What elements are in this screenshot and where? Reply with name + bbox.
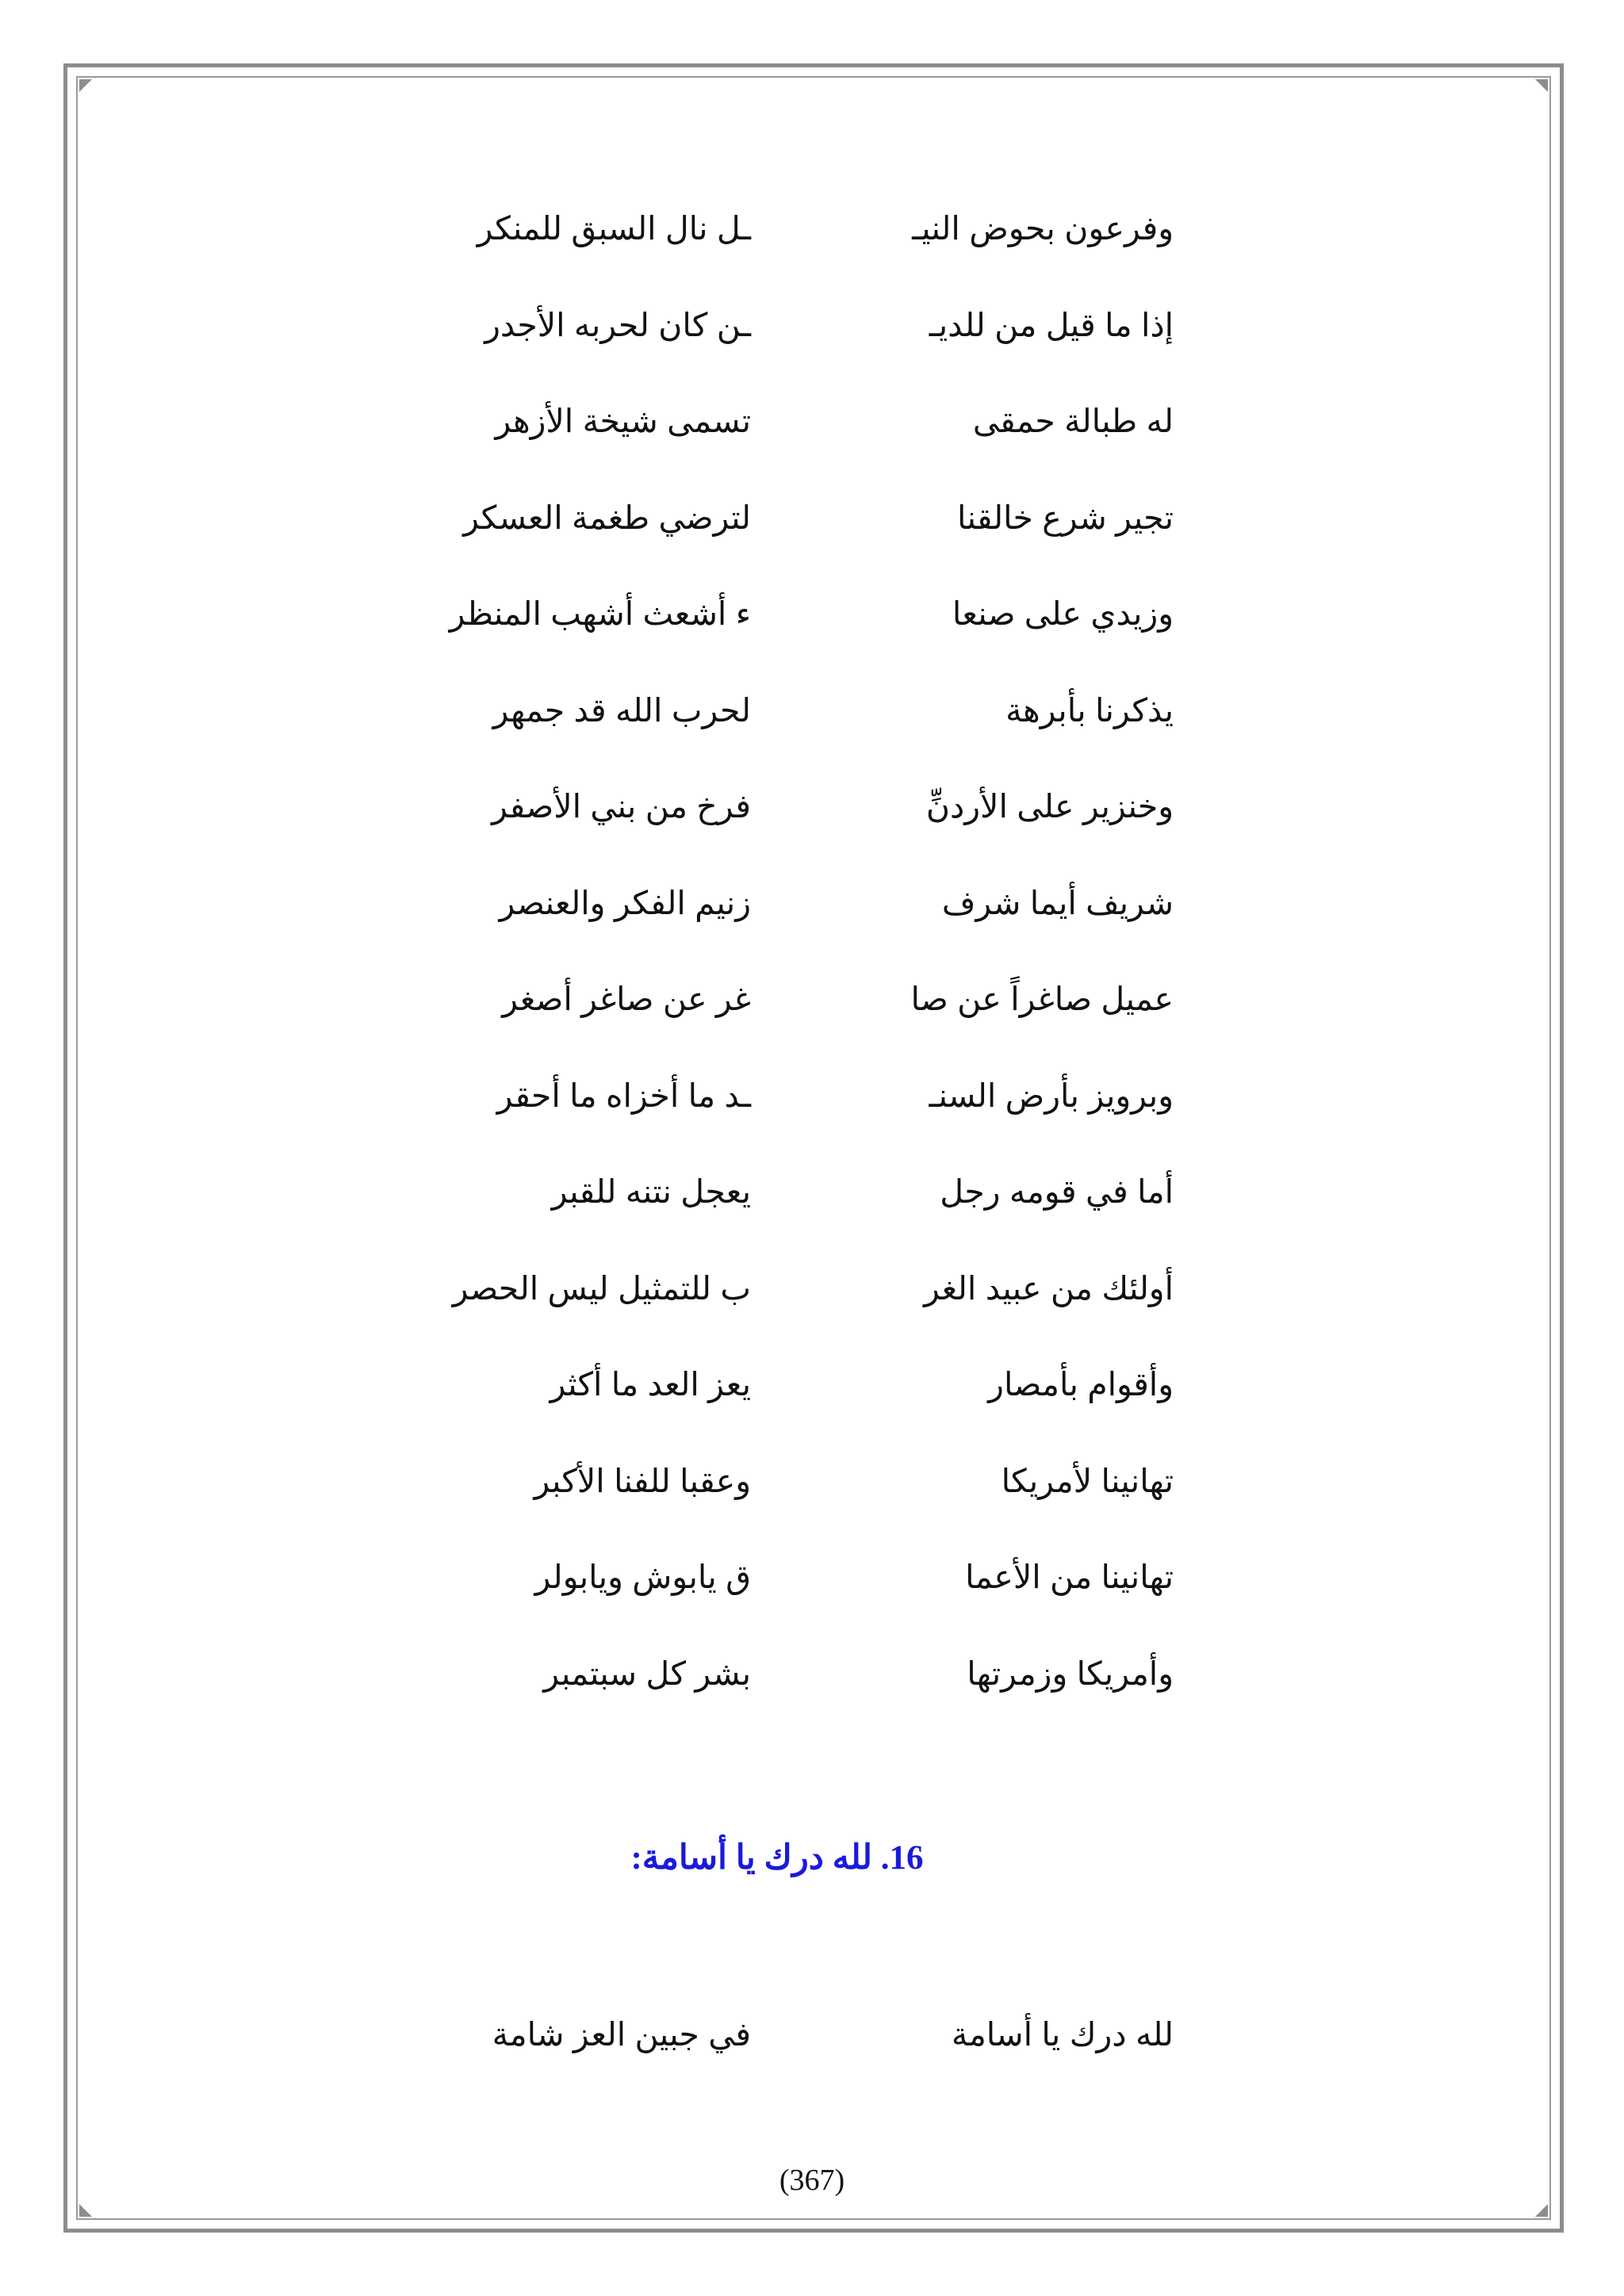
- verse-first-hemistich: وبرويز بأرض السنـ: [929, 1077, 1174, 1114]
- verse-first-hemistich: شريف أيما شرف: [941, 884, 1174, 921]
- page-number: (367): [779, 2164, 845, 2197]
- verse-second-hemistich: ـد ما أخزاه ما أحقر: [496, 1077, 751, 1114]
- corner-ornament-bottom-right: [1535, 2204, 1548, 2217]
- verse-second-hemistich: بشر كل سبتمبر: [543, 1655, 751, 1692]
- corner-ornament-bottom-left: [79, 2204, 92, 2217]
- verse-first-hemistich: تهانينا من الأعما: [965, 1559, 1174, 1595]
- verse-first-hemistich: إذا ما قيل من للديـ: [929, 306, 1174, 343]
- verse-row: [449, 590, 1174, 687]
- verse-row: [460, 494, 1174, 591]
- verse-row: [460, 975, 1174, 1072]
- verse-row: [460, 1457, 1174, 1554]
- verse-first-hemistich: له طبالة حمقى: [972, 403, 1174, 439]
- verse-first-hemistich: عميل صاغراً عن صا: [910, 981, 1174, 1017]
- verse-first-hemistich: وخنزير على الأردنِّ: [925, 788, 1174, 825]
- verse-row: [460, 879, 1174, 976]
- verse-row: [460, 1168, 1174, 1265]
- verse-first-hemistich: تهانينا لأمريكا: [1001, 1462, 1174, 1499]
- verse-row: [460, 1553, 1174, 1650]
- verse-row: [460, 301, 1174, 398]
- verse-second-hemistich: في جبين العز شامة: [492, 2016, 751, 2053]
- corner-ornament-top-right: [1535, 79, 1548, 92]
- verse-first-hemistich: أولئك من عبيد الغر: [924, 1269, 1174, 1307]
- verse-first-hemistich: وفرعون بحوض النيـ: [912, 210, 1174, 247]
- verse-first-hemistich: تجير شرع خالقنا: [956, 499, 1174, 536]
- verse-second-hemistich: ء أشعث أشهب المنظر: [449, 595, 751, 632]
- verse-second-hemistich: ـن كان لحربه الأجدر: [485, 306, 751, 343]
- verse-first-hemistich: لله درك يا أسامة: [951, 2016, 1174, 2053]
- verse-row: [460, 2011, 1174, 2107]
- verse-second-hemistich: غر عن صاغر أصغر: [502, 981, 751, 1017]
- verse-second-hemistich: لترضي طغمة العسكر: [463, 499, 751, 536]
- verse-second-hemistich: يعز العد ما أكثر: [550, 1366, 751, 1402]
- verse-first-hemistich: وزيدي على صنعا: [952, 595, 1174, 632]
- verse-row: [460, 1650, 1174, 1747]
- verse-first-hemistich: يذكرنا بأبرهة: [1005, 691, 1174, 729]
- poem-body: [449, 205, 1174, 1746]
- verse-second-hemistich: ب للتمثيل ليس الحصر: [452, 1269, 751, 1307]
- verse-row: [460, 1072, 1174, 1169]
- verse-row: [460, 397, 1174, 494]
- verse-second-hemistich: يعجل نتنه للقبر: [551, 1173, 751, 1210]
- verse-second-hemistich: وعقبا للفنا الأكبر: [534, 1462, 751, 1499]
- verse-first-hemistich: أما في قومه رجل: [940, 1173, 1174, 1210]
- verse-row: [460, 1360, 1174, 1457]
- verse-row: [460, 205, 1174, 301]
- verse-row: [460, 783, 1174, 879]
- verse-second-hemistich: فرخ من بني الأصفر: [492, 788, 751, 825]
- verse-second-hemistich: لحرب الله قد جمهر: [492, 691, 751, 729]
- verse-first-hemistich: وأقوام بأمصار: [988, 1366, 1174, 1402]
- poem-body-second: [460, 2011, 1174, 2107]
- verse-row: [460, 687, 1174, 783]
- verse-first-hemistich: وأمريكا وزمرتها: [967, 1655, 1174, 1692]
- corner-ornament-top-left: [79, 79, 92, 92]
- verse-second-hemistich: زنيم الفكر والعنصر: [499, 884, 751, 921]
- verse-second-hemistich: تسمى شيخة الأزهر: [495, 403, 751, 439]
- section-heading: 16. لله درك يا أسامة:: [630, 1839, 924, 1877]
- verse-second-hemistich: ـل نال السبق للمنكر: [477, 210, 751, 247]
- verse-row: [452, 1265, 1174, 1361]
- verse-second-hemistich: ق يابوش ويابولر: [534, 1559, 751, 1595]
